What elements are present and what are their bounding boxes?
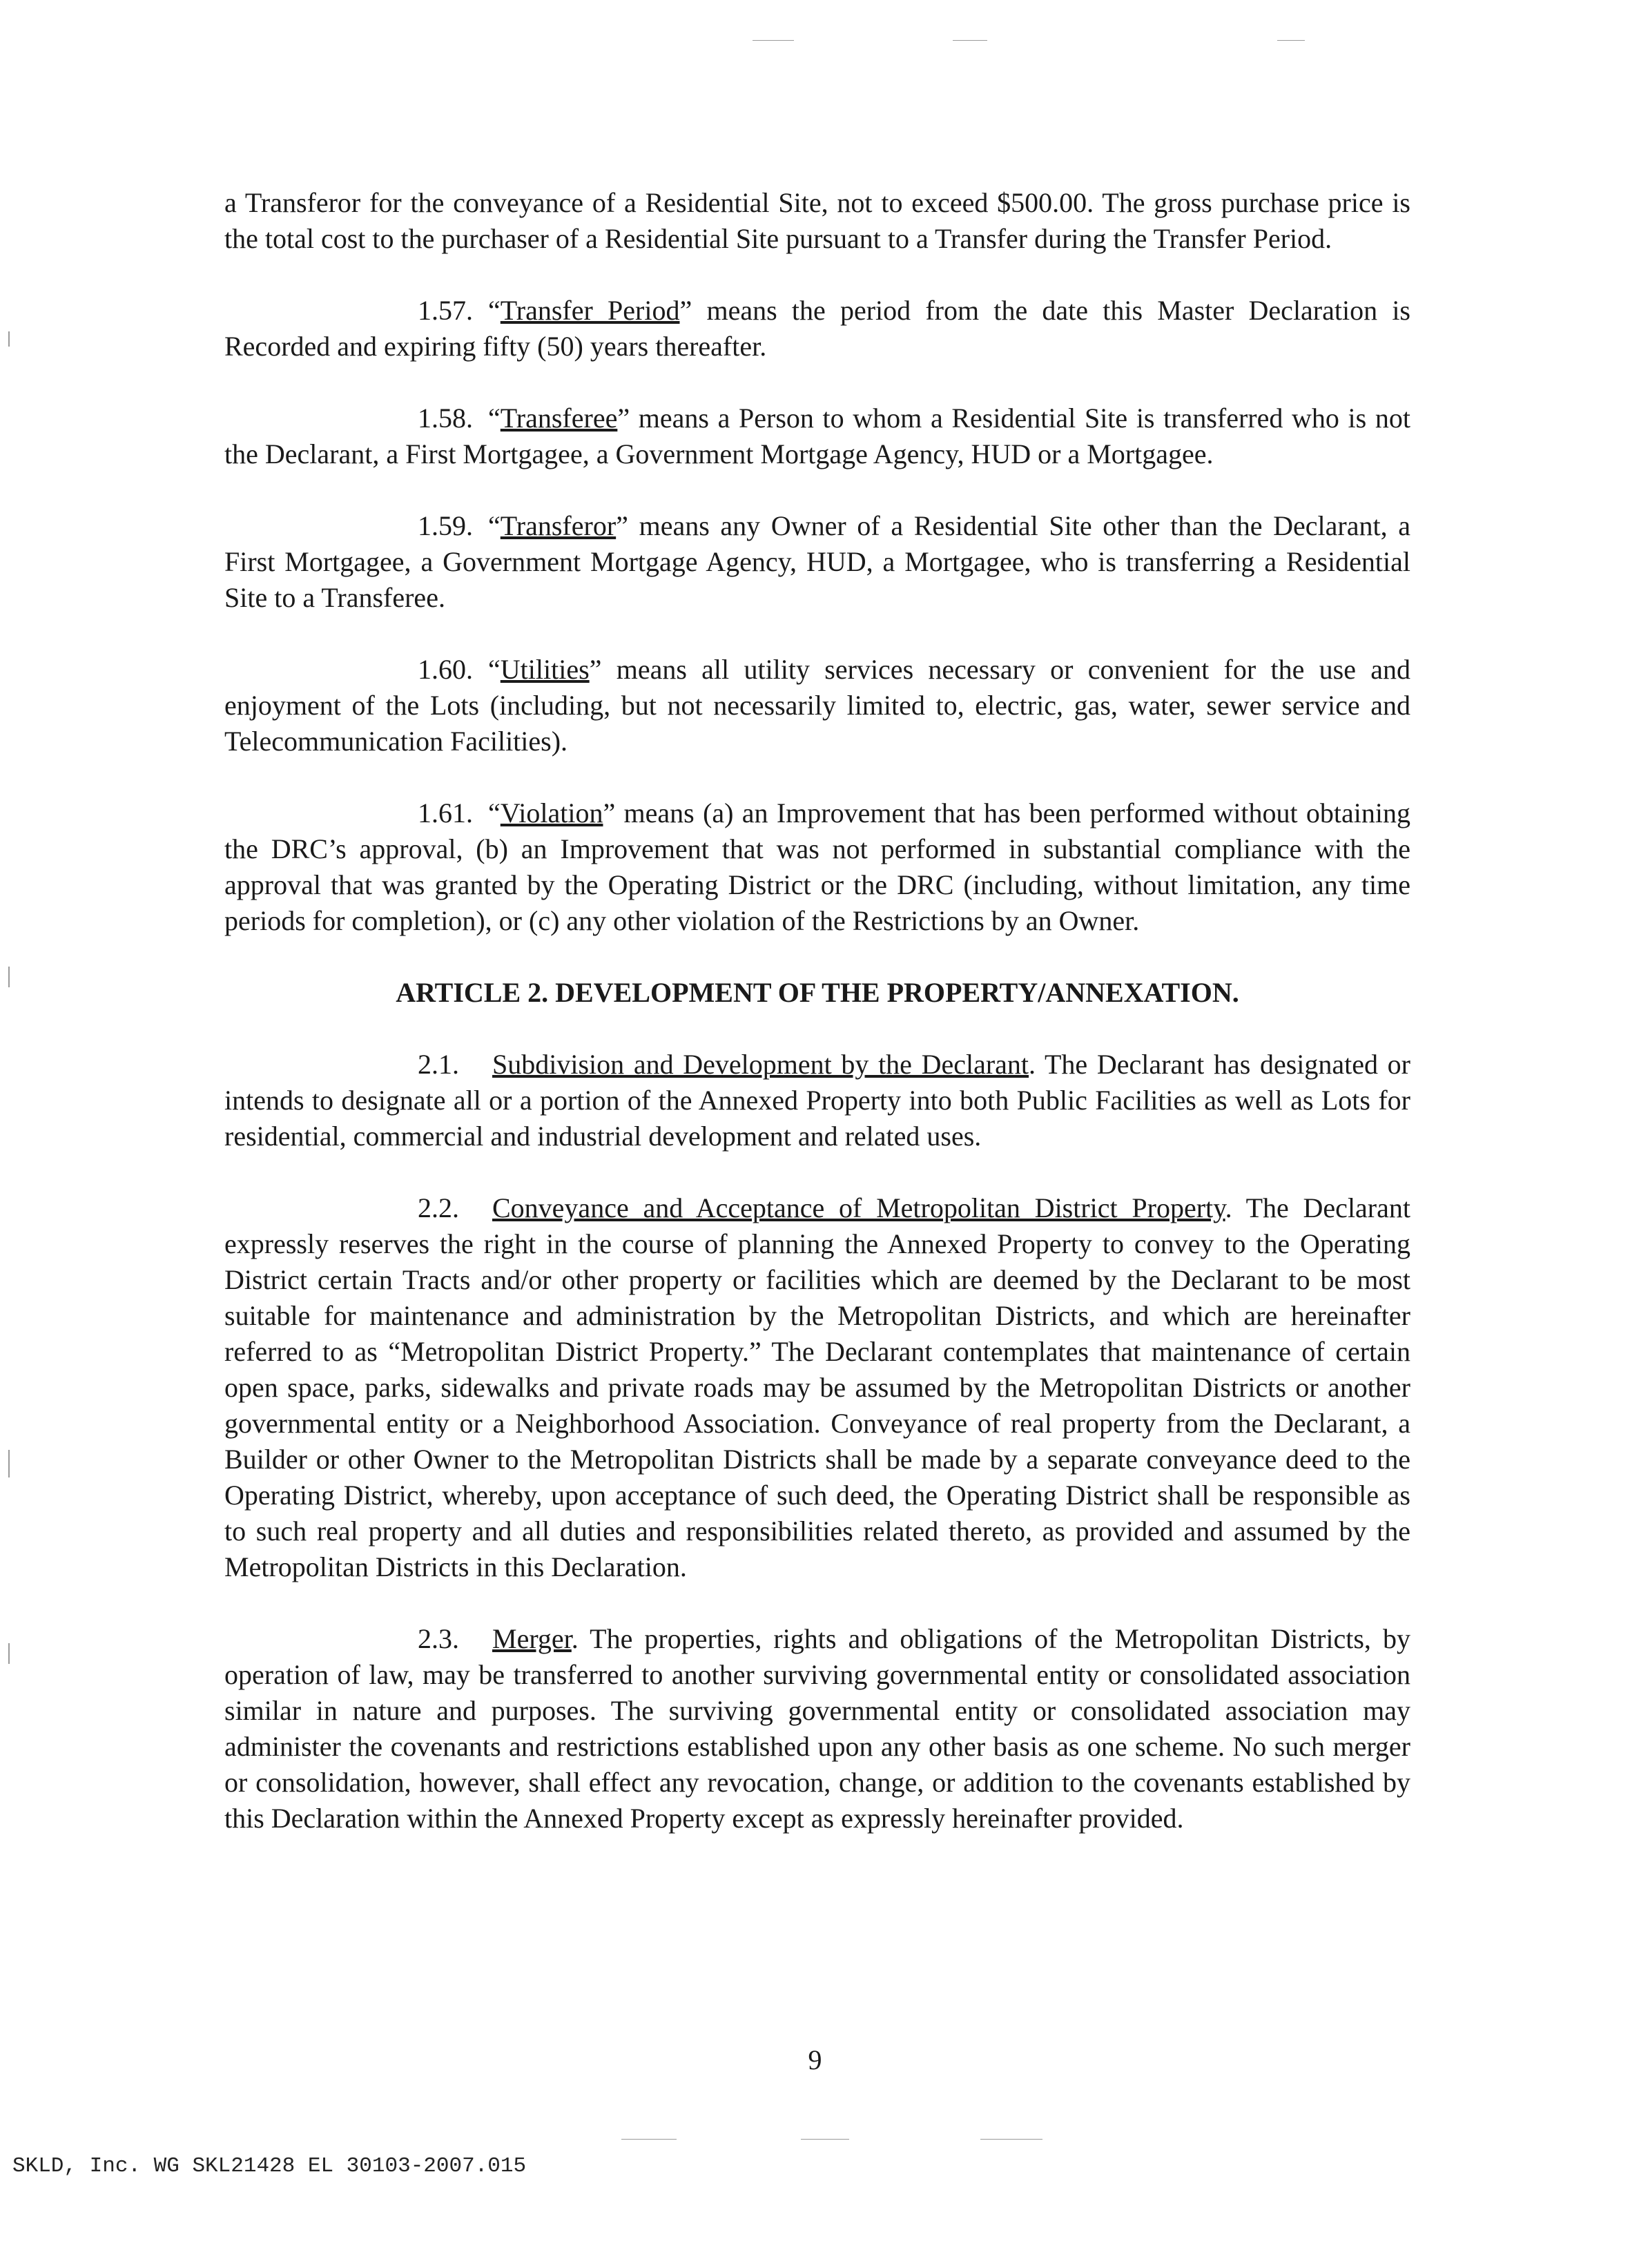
section-title: Merger — [492, 1623, 572, 1654]
definition-1-58 — [224, 400, 1410, 472]
scan-artifact — [1277, 40, 1305, 41]
open-quote: “ — [488, 654, 501, 685]
article-heading: ARTICLE 2. DEVELOPMENT OF THE PROPERTY/ANNEXATION. — [396, 977, 1239, 1008]
section-text: . The Declarant expressly reserves the right in the course of planning the Annexed Property to convey to the Operating District certain Tracts and/or other property or facilities which are deemed by the Declarant to be most suitable for maintenance and administration by the Metropolitan Districts, and which are hereinafter referred to as “Metropolitan District Property.” The Declarant contemplates that maintenance of certain open space, parks, sidewalks and private roads may be assumed by the Metropolitan Districts or another governmental entity or a Neighborhood Association. Conveyance of real property from the Declarant, a Builder or other Owner to the Metropolitan Districts shall be made by a separate conveyance deed to the Operating District, whereby, upon acceptance of such deed, the Operating District shall be responsible as to such real property and all duties and responsibilities related thereto, as provided and assumed by the Metropolitan Districts in this Declaration. — [224, 1192, 1410, 1582]
close-quote: ” — [617, 403, 630, 434]
open-quote: “ — [488, 295, 501, 326]
section-2-2 — [224, 1190, 1410, 1585]
close-quote: ” — [603, 797, 616, 828]
section-number: 2.2. — [418, 1192, 459, 1223]
definition-1-61 — [224, 795, 1410, 939]
scan-artifact — [621, 2139, 677, 2140]
document-body — [224, 185, 1410, 1872]
definition-text: means a Person to whom a Residential Site is transferred who is not the Declarant, a First Mortgagee, a Government Mortgage Agency, HUD or a Mortgagee. — [224, 403, 1410, 469]
scan-artifact — [753, 40, 794, 41]
definition-text: means (a) an Improvement that has been performed without obtaining the DRC’s approval, (b) an Improvement that was not performed in substantial compliance with the approval that was granted by the Operating District or the DRC (including, without limitation, any time periods for completion), or (c) any other violation of the Restrictions by an Owner. — [224, 797, 1410, 936]
scan-artifact — [801, 2139, 849, 2140]
footer-document-id: SKLD, Inc. WG SKL21428 EL 30103-2007.015 — [12, 2154, 527, 2178]
continuation-paragraph: a Transferor for the conveyance of a Residential Site, not to exceed $500.00. The gross purchase price is the total cost to the purchaser of a Residential Site pursuant to a Transfer during the Transfer Period. — [224, 187, 1410, 254]
scan-artifact — [980, 2139, 1042, 2140]
definition-text: means any Owner of a Residential Site other than the Declarant, a First Mortgagee, a Government Mortgage Agency, HUD, a Mortgagee, who is transferring a Residential Site to a Transferee. — [224, 510, 1410, 613]
definition-number: 1.58. — [418, 403, 473, 434]
scan-artifact — [8, 967, 10, 987]
section-title: Subdivision and Development by the Declarant — [492, 1049, 1029, 1080]
open-quote: “ — [488, 797, 501, 828]
open-quote: “ — [488, 403, 501, 434]
close-quote: ” — [616, 510, 628, 541]
definition-1-60 — [224, 652, 1410, 759]
defined-term: Transferor — [500, 510, 617, 541]
scan-artifact — [953, 40, 987, 41]
definition-1-57 — [224, 293, 1410, 365]
section-title: Conveyance and Acceptance of Metropolitan District Property — [492, 1192, 1225, 1223]
defined-term: Violation — [500, 797, 603, 828]
open-quote: “ — [488, 510, 501, 541]
defined-term: Transfer Period — [500, 295, 680, 326]
scan-artifact — [8, 1643, 10, 1664]
defined-term: Transferee — [500, 403, 618, 434]
page-number: 9 — [808, 2044, 822, 2075]
scan-artifact — [8, 331, 10, 347]
section-number: 2.3. — [418, 1623, 459, 1654]
scan-artifact — [8, 1450, 10, 1477]
defined-term: Utilities — [500, 654, 590, 685]
section-2-3 — [224, 1621, 1410, 1836]
definition-number: 1.60. — [418, 654, 473, 685]
section-text: . The Declarant has designated or intends to designate all or a portion of the Annexed Property into both Public Facilities as well as Lots for residential, commercial and industrial development and related uses. — [224, 1049, 1410, 1152]
definition-number: 1.57. — [418, 295, 473, 326]
section-number: 2.1. — [418, 1049, 459, 1080]
close-quote: ” — [589, 654, 602, 685]
close-quote: ” — [679, 295, 692, 326]
section-text: . The properties, rights and obligations of the Metropolitan Districts, by operation of law, may be transferred to another surviving governmental entity or consolidated association similar in nature and purposes. The surviving governmental entity or consolidated association may administer the covenants and restrictions established upon any other basis as one scheme. No such merger or consolidation, however, shall effect any revocation, change, or addition to the covenants established by this Declaration within the Annexed Property except as expressly hereinafter provided. — [224, 1623, 1410, 1834]
section-2-1 — [224, 1047, 1410, 1154]
definition-text: means all utility services necessary or convenient for the use and enjoyment of the Lots (including, but not necessarily limited to, electric, gas, water, sewer service and Telecommunication Facilities). — [224, 654, 1410, 757]
definition-number: 1.61. — [418, 797, 473, 828]
definition-text: means the period from the date this Master Declaration is Recorded and expiring fifty (50) years thereafter. — [224, 295, 1411, 362]
definition-number: 1.59. — [418, 510, 473, 541]
definition-1-59 — [224, 508, 1410, 616]
